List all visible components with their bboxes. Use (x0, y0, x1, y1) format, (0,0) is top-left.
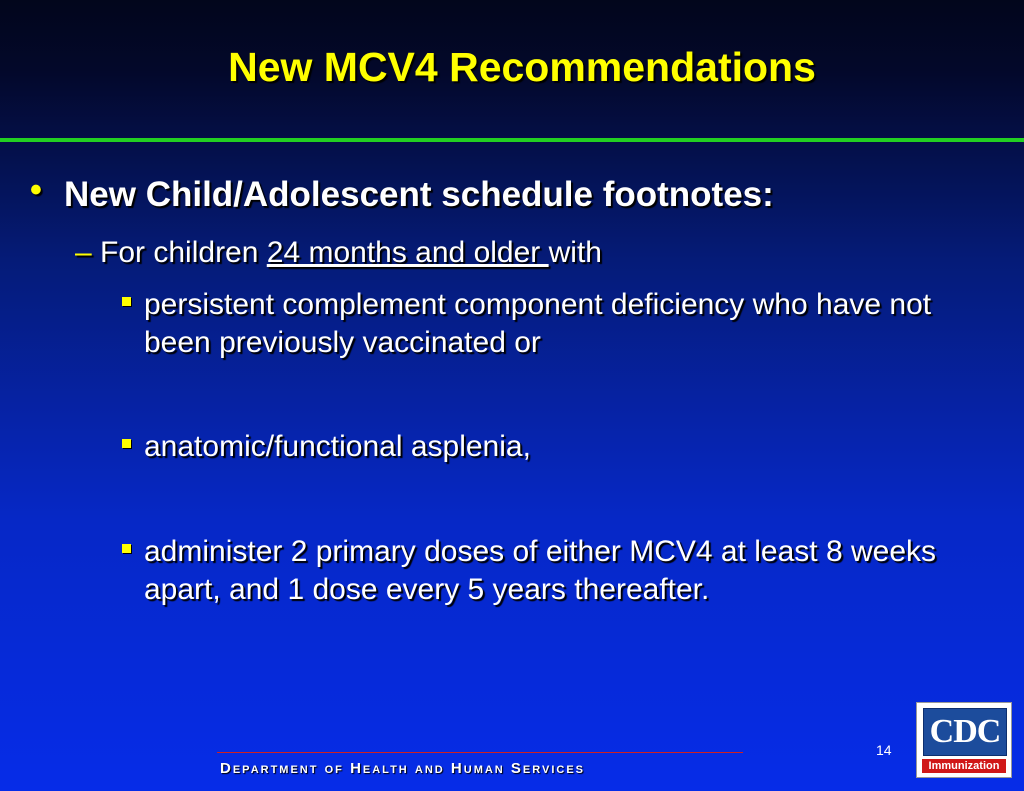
bullet-level2-underlined: 24 months and older (266, 236, 549, 269)
page-number: 14 (876, 742, 892, 758)
square-bullet-icon (122, 297, 131, 306)
bullet-level3-text: anatomic/functional asplenia, (144, 430, 531, 463)
bullet-level3-text: persistent complement component deficiency who have not been previously vaccinated or (144, 288, 932, 359)
square-bullet-icon (122, 544, 131, 553)
bullet-level2 (75, 236, 602, 270)
cdc-logo-box (923, 708, 1007, 756)
square-bullet-icon (122, 439, 131, 448)
dash-icon: – (75, 236, 92, 269)
bullet-level1-text: New Child/Adolescent schedule footnotes: (64, 175, 774, 214)
immunization-banner: Immunization (922, 759, 1006, 773)
bullet-icon: • (30, 171, 42, 209)
cdc-logo (916, 702, 1012, 778)
bullet-level2-suffix: with (548, 236, 602, 269)
footer-department: Department of Health and Human Services (220, 760, 586, 777)
title-divider (0, 138, 1024, 142)
bullet-level2-prefix: For children (100, 236, 267, 269)
slide-title: New MCV4 Recommendations (228, 44, 816, 90)
cdc-logo-text: CDC (929, 713, 1001, 750)
bullet-level3-text: administer 2 primary doses of either MCV4 at least 8 weeks apart, and 1 dose every 5 years thereafter. (144, 535, 936, 606)
footer-divider (217, 752, 743, 753)
